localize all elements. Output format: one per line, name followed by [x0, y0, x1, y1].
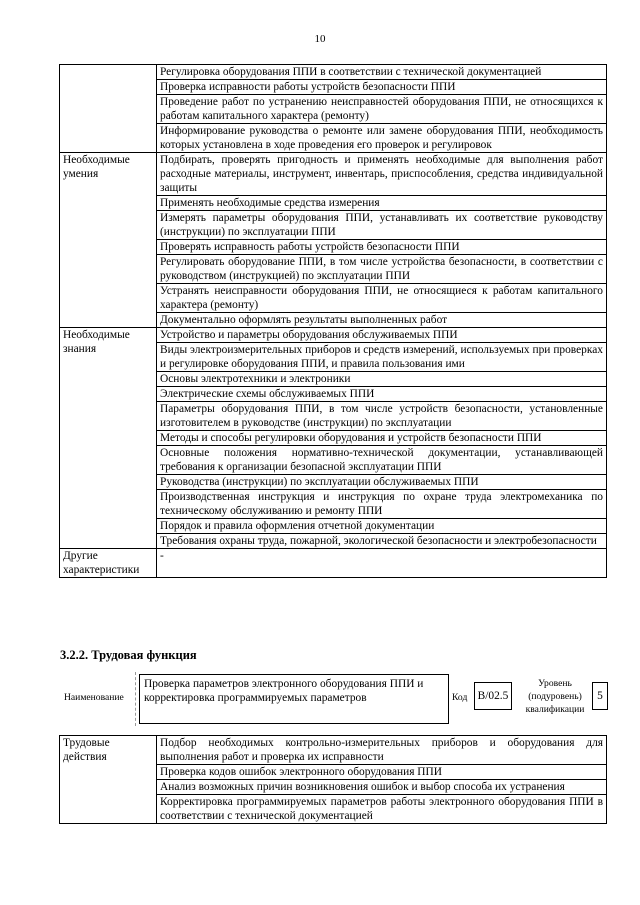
level-value-box: 5: [592, 682, 608, 710]
function-name-box: Проверка параметров электронного оборудования ППИ и корректировка программируемых параметров: [139, 674, 449, 724]
table-cell: Руководства (инструкции) по эксплуатации обслуживаемых ППИ: [157, 475, 607, 490]
table-cell: Основные положения нормативно-технической документации, устанавливающей требования к организации безопасной эксплуатации ППИ: [157, 446, 607, 475]
requirements-table: [59, 64, 607, 578]
table-cell: Регулировка оборудования ППИ в соответствии с технической документацией: [157, 65, 607, 80]
table-cell: Измерять параметры оборудования ППИ, устанавливать их соответствие руководству (инструкции) по эксплуатации ППИ: [157, 211, 607, 240]
divider: [135, 672, 136, 726]
table-cell: Проверка исправности работы устройств безопасности ППИ: [157, 80, 607, 95]
table-cell: Основы электротехники и электроники: [157, 372, 607, 387]
name-label: Наименование: [64, 692, 124, 703]
table-cell: Производственная инструкция и инструкция по охране труда электромеханика по техническому обслуживанию и ремонту ППИ: [157, 490, 607, 519]
table-cell: -: [157, 549, 607, 578]
table-cell: Применять необходимые средства измерения: [157, 196, 607, 211]
table-cell: Проверять исправность работы устройств безопасности ППИ: [157, 240, 607, 255]
table-row: [60, 328, 607, 343]
table-cell: Корректировка программируемых параметров работы электронного оборудования ППИ в соответствии с технической документацией: [157, 795, 607, 824]
table-cell: Виды электроизмерительных приборов и средств измерений, используемых при проверках и регулировке оборудования ППИ, и правила пользования ими: [157, 343, 607, 372]
code-label: Код: [452, 692, 468, 703]
table-cell: Информирование руководства о ремонте или замене оборудования ППИ, необходимость которых установлена в ходе проведения его проверок и регулировок: [157, 124, 607, 153]
other-label: Другие характеристики: [60, 549, 157, 578]
table-cell: Анализ возможных причин возникновения ошибок и выбор способа их устранения: [157, 780, 607, 795]
table-row: [60, 153, 607, 196]
level-label: Уровень (подуровень) квалификации: [525, 678, 585, 715]
table-cell: Электрические схемы обслуживаемых ППИ: [157, 387, 607, 402]
table-cell: Требования охраны труда, пожарной, экологической безопасности и электробезопасности: [157, 534, 607, 549]
table-cell: Проверка кодов ошибок электронного оборудования ППИ: [157, 765, 607, 780]
section-title: 3.2.2. Трудовая функция: [60, 648, 197, 662]
table-row: [60, 736, 607, 765]
labor-actions-table: [59, 735, 607, 824]
table-row: [60, 65, 607, 80]
table-cell: Порядок и правила оформления отчетной документации: [157, 519, 607, 534]
table-cell: Подбирать, проверять пригодность и применять необходимые для выполнения работ расходные материалы, инструмент, инвентарь, приспособления, средства индивидуальной защиты: [157, 153, 607, 196]
table-cell: Проведение работ по устранению неисправностей оборудования ППИ, не относящихся к работам капитального характера (ремонту): [157, 95, 607, 124]
table-row: [60, 549, 607, 578]
table-cell: Регулировать оборудование ППИ, в том числе устройства безопасности, в соответствии с руководством (инструкцией) по эксплуатации ППИ: [157, 255, 607, 284]
qualification-header: [59, 672, 607, 726]
table-cell: Устройство и параметры оборудования обслуживаемых ППИ: [157, 328, 607, 343]
code-value-box: B/02.5: [474, 682, 512, 710]
table-cell: Параметры оборудования ППИ, в том числе устройств безопасности, установленные изготовителем в руководстве (инструкции) по эксплуатации: [157, 402, 607, 431]
table-cell: Подбор необходимых контрольно-измерительных приборов и оборудования для выполнения работ и проверка их исправности: [157, 736, 607, 765]
labor-label: Трудовые действия: [60, 736, 157, 824]
table-cell: Методы и способы регулировки оборудования и устройств безопасности ППИ: [157, 431, 607, 446]
table-cell: Устранять неисправности оборудования ППИ, не относящиеся к работам капитального характера (ремонту): [157, 284, 607, 313]
label-cell-empty: [60, 65, 157, 153]
knowledge-label: Необходимые знания: [60, 328, 157, 549]
page-number: 10: [314, 33, 326, 45]
table-cell: Документально оформлять результаты выполненных работ: [157, 313, 607, 328]
skills-label: Необходимые умения: [60, 153, 157, 328]
